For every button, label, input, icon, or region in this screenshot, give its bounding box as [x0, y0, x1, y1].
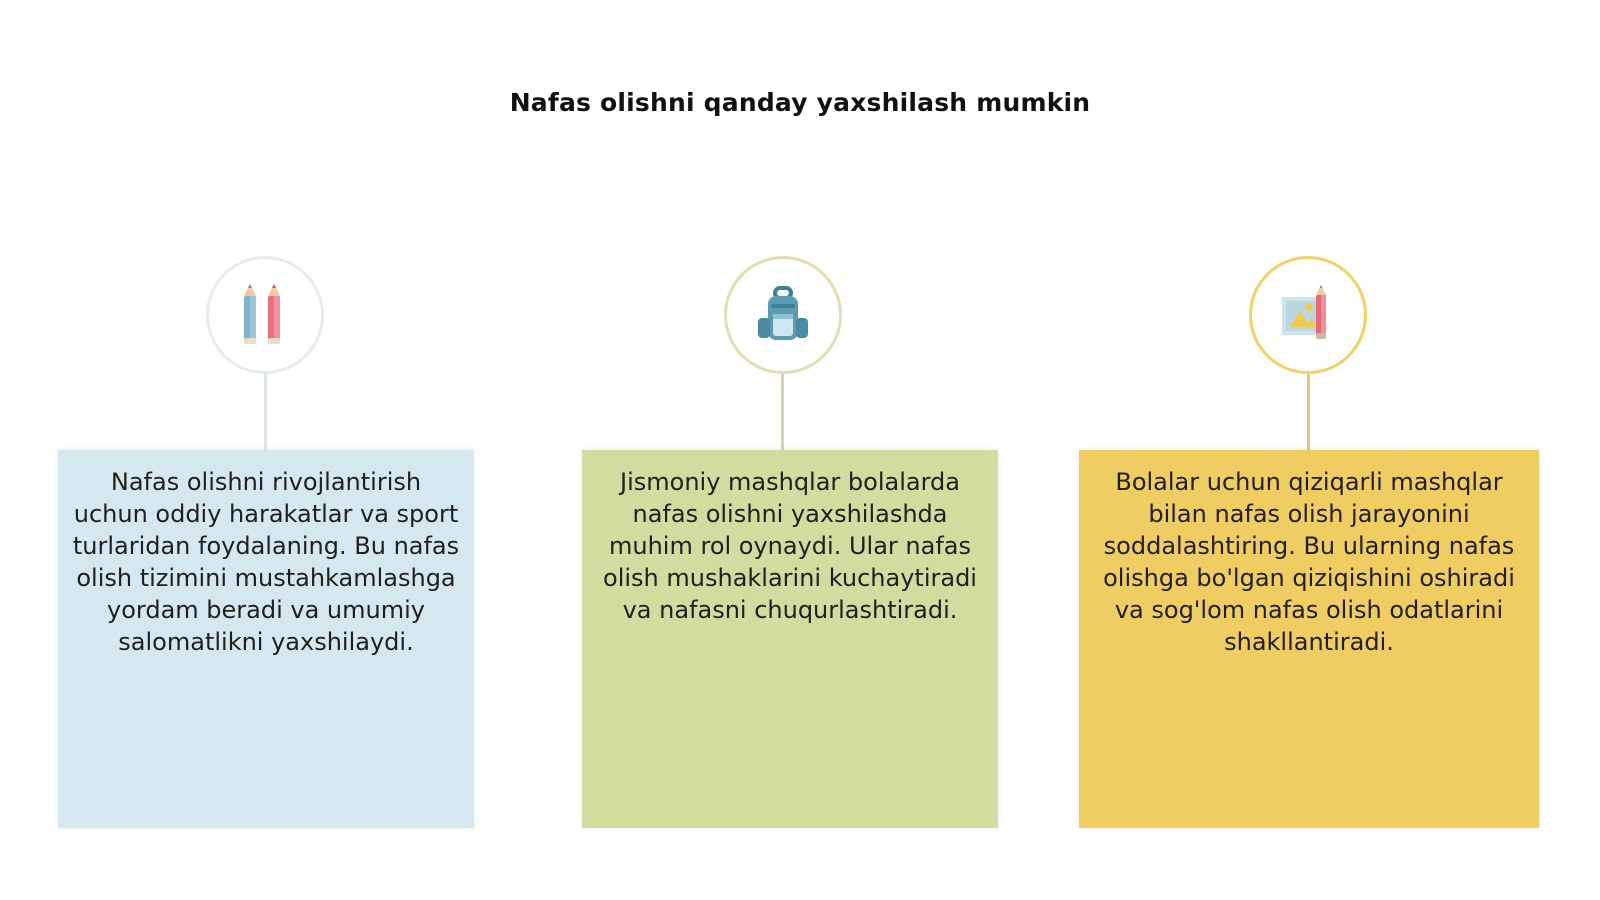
picture-and-pencil-icon — [1276, 283, 1340, 347]
card-column-1 — [58, 0, 474, 900]
card-text: Jismoniy mashqlar bolalarda nafas olishni yaxshilashda muhim rol oynaydi. Ular nafas olish mushaklarini kuchaytiradi va nafasni chuqurlashtiradi. — [603, 468, 977, 624]
connector-line — [781, 374, 784, 452]
info-card — [582, 450, 998, 828]
card-column-2 — [582, 0, 998, 900]
card-text: Nafas olishni rivojlantirish uchun oddiy harakatlar va sport turlaridan foydalaning. Bu nafas olish tizimini mustahkamlashga yordam beradi va umumiy salomatlikni yaxshilaydi. — [72, 468, 460, 656]
pencils-icon — [235, 282, 295, 348]
page-title: Nafas olishni qanday yaxshilash mumkin — [509, 88, 1091, 117]
icon-badge — [724, 256, 842, 374]
icon-badge — [1249, 256, 1367, 374]
connector-line — [264, 374, 267, 452]
icon-badge — [206, 256, 324, 374]
info-card — [1079, 450, 1539, 828]
connector-line — [1307, 374, 1310, 452]
card-text: Bolalar uchun qiziqarli mashqlar bilan nafas olish jarayonini soddalashtiring. Bu ularning nafas olishga bo'lgan qiziqishini oshiradi va sog'lom nafas olish odatlarini shakllantiradi. — [1103, 468, 1515, 656]
info-card — [58, 450, 474, 828]
card-column-3 — [1079, 0, 1539, 900]
backpack-icon — [752, 284, 814, 346]
